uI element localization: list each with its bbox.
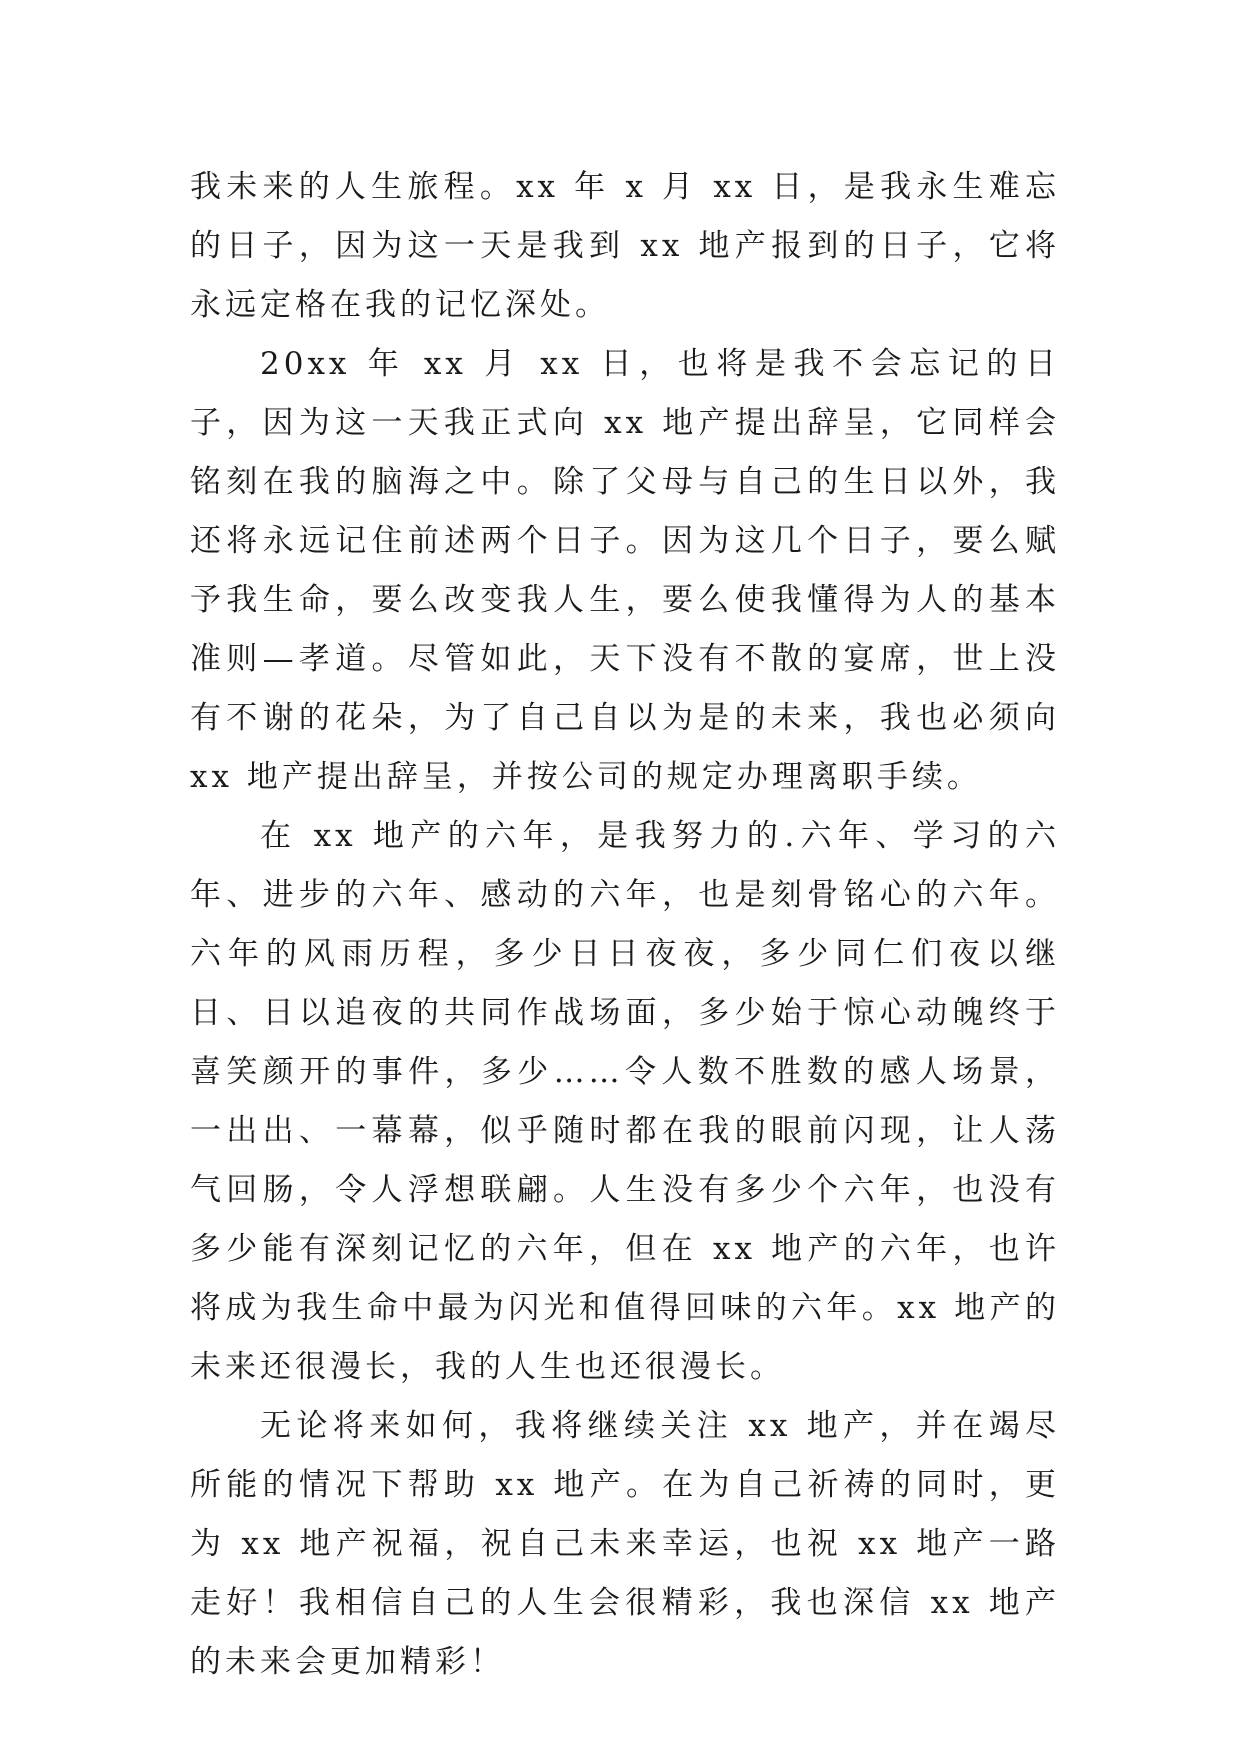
paragraph-4: 无论将来如何，我将继续关注 xx 地产，并在竭尽所能的情况下帮助 xx 地产。在为自己祈祷的同时，更为 xx 地产祝福，祝自己未来幸运，也祝 xx 地产一路走好！我相信自己的人生会很精彩，我也深信 xx 地产的未来会更加精彩！	[190, 1408, 1060, 1680]
document-body	[190, 158, 1060, 1692]
paragraph-1: 我未来的人生旅程。xx 年 x 月 xx 日，是我永生难忘的日子，因为这一天是我到 xx 地产报到的日子，它将永远定格在我的记忆深处。	[190, 169, 1060, 323]
paragraph-2: 20xx 年 xx 月 xx 日，也将是我不会忘记的日子，因为这一天我正式向 xx 地产提出辞呈，它同样会铭刻在我的脑海之中。除了父母与自己的生日以外，我还将永远记住前述两个日子。因为这几个日子，要么赋予我生命，要么改变我人生，要么使我懂得为人的基本准则—孝道。尽管如此，天下没有不散的宴席，世上没有不谢的花朵，为了自己自以为是的未来，我也必须向 xx 地产提出辞呈，并按公司的规定办理离职手续。	[190, 346, 1060, 795]
paragraph-3: 在 xx 地产的六年，是我努力的.六年、学习的六年、进步的六年、感动的六年，也是刻骨铭心的六年。六年的风雨历程，多少日日夜夜，多少同仁们夜以继日、日以追夜的共同作战场面，多少始于惊心动魄终于喜笑颜开的事件，多少……令人数不胜数的感人场景，一出出、一幕幕，似乎随时都在我的眼前闪现，让人荡气回肠，令人浮想联翩。人生没有多少个六年，也没有多少能有深刻记忆的六年，但在 xx 地产的六年，也许将成为我生命中最为闪光和值得回味的六年。xx 地产的未来还很漫长，我的人生也还很漫长。	[190, 818, 1060, 1385]
